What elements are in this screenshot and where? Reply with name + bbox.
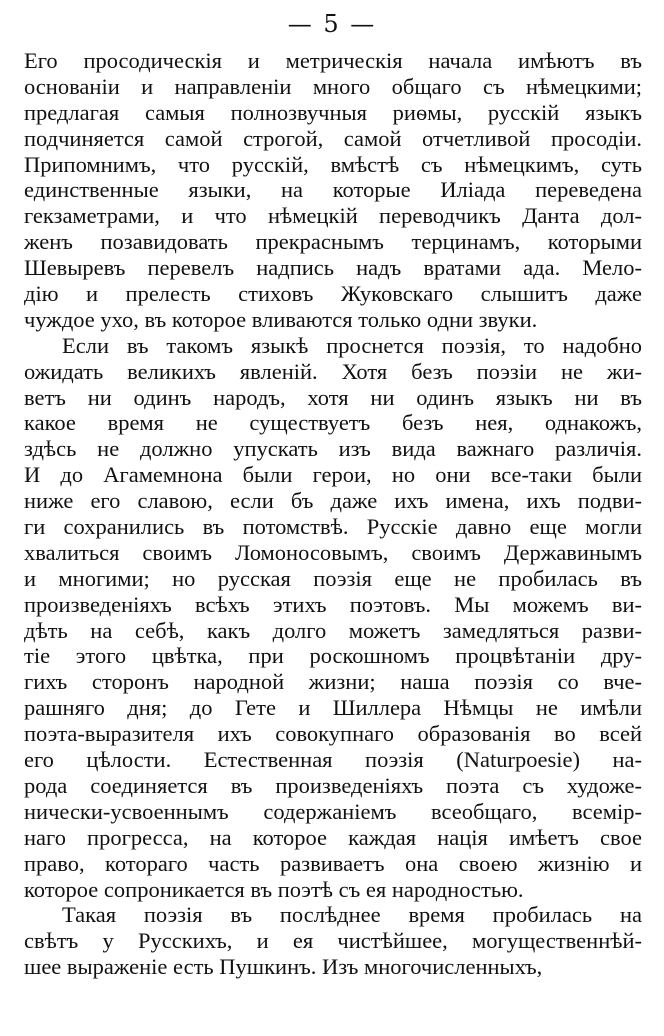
text-line: хвалиться своимъ Ломоносовымъ, своимъ Державинымъ bbox=[24, 539, 642, 565]
text-line: наго прогресса, на которое каждая нація имѣетъ свое bbox=[24, 824, 642, 850]
text-line: гекзаметрами, и что нѣмецкій переводчикъ Данта дол- bbox=[24, 203, 642, 229]
text-line: И до Агамемнона были герои, но они все-таки были bbox=[24, 462, 642, 488]
page-number: — 5 — bbox=[287, 10, 377, 38]
text-line: здѣсь не должно упускать изъ вида важнаго различія. bbox=[24, 436, 642, 462]
text-line: женъ позавидовать прекраснымъ терцинамъ, которыми bbox=[24, 229, 642, 255]
text-line: Шевыревъ перевелъ надпись надъ вратами ада. Мело- bbox=[24, 255, 642, 281]
text-line: которое сопроникается въ поэтѣ съ ея народностью. bbox=[24, 876, 524, 902]
text-line: поэта-выразителя ихъ совокупнаго образованія во всей bbox=[24, 721, 642, 747]
text-line: предлагая самыя полнозвучныя риѳмы, русскій языкъ bbox=[24, 99, 642, 125]
text-line: основаніи и направленіи много общаго съ нѣмецкими; bbox=[24, 73, 642, 99]
text-line: ги сохранились въ потомствѣ. Русскіе давно еще могли bbox=[24, 514, 642, 540]
text-line: дію и прелесть стиховъ Жуковскаго слышитъ даже bbox=[24, 281, 642, 307]
text-line: Если въ такомъ языкѣ проснется поэзія, то надобно bbox=[62, 332, 642, 358]
text-line: дѣть на себѣ, какъ долго можетъ замедляться разви- bbox=[24, 617, 642, 643]
text-line: какое время не существуетъ безъ нея, однакожъ, bbox=[24, 410, 642, 436]
paragraph bbox=[24, 333, 642, 903]
text-line: право, котораго часть развиваетъ она своею жизнію и bbox=[24, 850, 642, 876]
text-line: ветъ ни одинъ народъ, хотя ни одинъ языкъ ни въ bbox=[24, 384, 642, 410]
text-line: единственные языки, на которые Иліада переведена bbox=[24, 177, 642, 203]
text-line: Припомнимъ, что русскій, вмѣстѣ съ нѣмецкимъ, суть bbox=[24, 151, 642, 177]
text-line: рашняго дня; до Гете и Шиллера Нѣмцы не имѣли bbox=[24, 695, 642, 721]
body-text bbox=[24, 48, 642, 980]
text-line: нически-усвоеннымъ содержаніемъ всеобщаго, всемір- bbox=[24, 798, 642, 824]
text-line: ожидать великихъ явленій. Хотя безъ поэзіи не жи- bbox=[24, 358, 642, 384]
text-line: рода соединяется въ произведеніяхъ поэта съ художе- bbox=[24, 772, 642, 798]
text-line: Его просодическія и метрическія начала имѣютъ въ bbox=[24, 48, 642, 73]
text-line: шее выраженіе есть Пушкинъ. Изъ многочисленныхъ, bbox=[24, 954, 543, 980]
paragraph bbox=[24, 48, 642, 333]
text-line: свѣтъ у Русскихъ, и ея чистѣйшее, могущественнѣй- bbox=[24, 928, 642, 954]
text-line: гихъ сторонъ народной жизни; наша поэзія со вче- bbox=[24, 669, 642, 695]
paragraph bbox=[24, 902, 642, 980]
text-line: подчиняется самой строгой, самой отчетливой просодіи. bbox=[24, 125, 642, 151]
text-line: ниже его славою, если бъ даже ихъ имена, ихъ подви- bbox=[24, 488, 642, 514]
text-line: чуждое ухо, въ которое вливаются только одни звуки. bbox=[24, 306, 538, 332]
text-line: тіе этого цвѣтка, при роскошномъ процвѣтаніи дру- bbox=[24, 643, 642, 669]
text-line: его цѣлости. Естественная поэзія (Naturpoesie) на- bbox=[24, 747, 642, 773]
text-line: Такая поэзія въ послѣднее время пробилась на bbox=[62, 902, 642, 928]
text-line: произведеніяхъ всѣхъ этихъ поэтовъ. Мы можемъ ви- bbox=[24, 591, 642, 617]
text-line: и многими; но русская поэзія еще не пробилась въ bbox=[24, 565, 642, 591]
